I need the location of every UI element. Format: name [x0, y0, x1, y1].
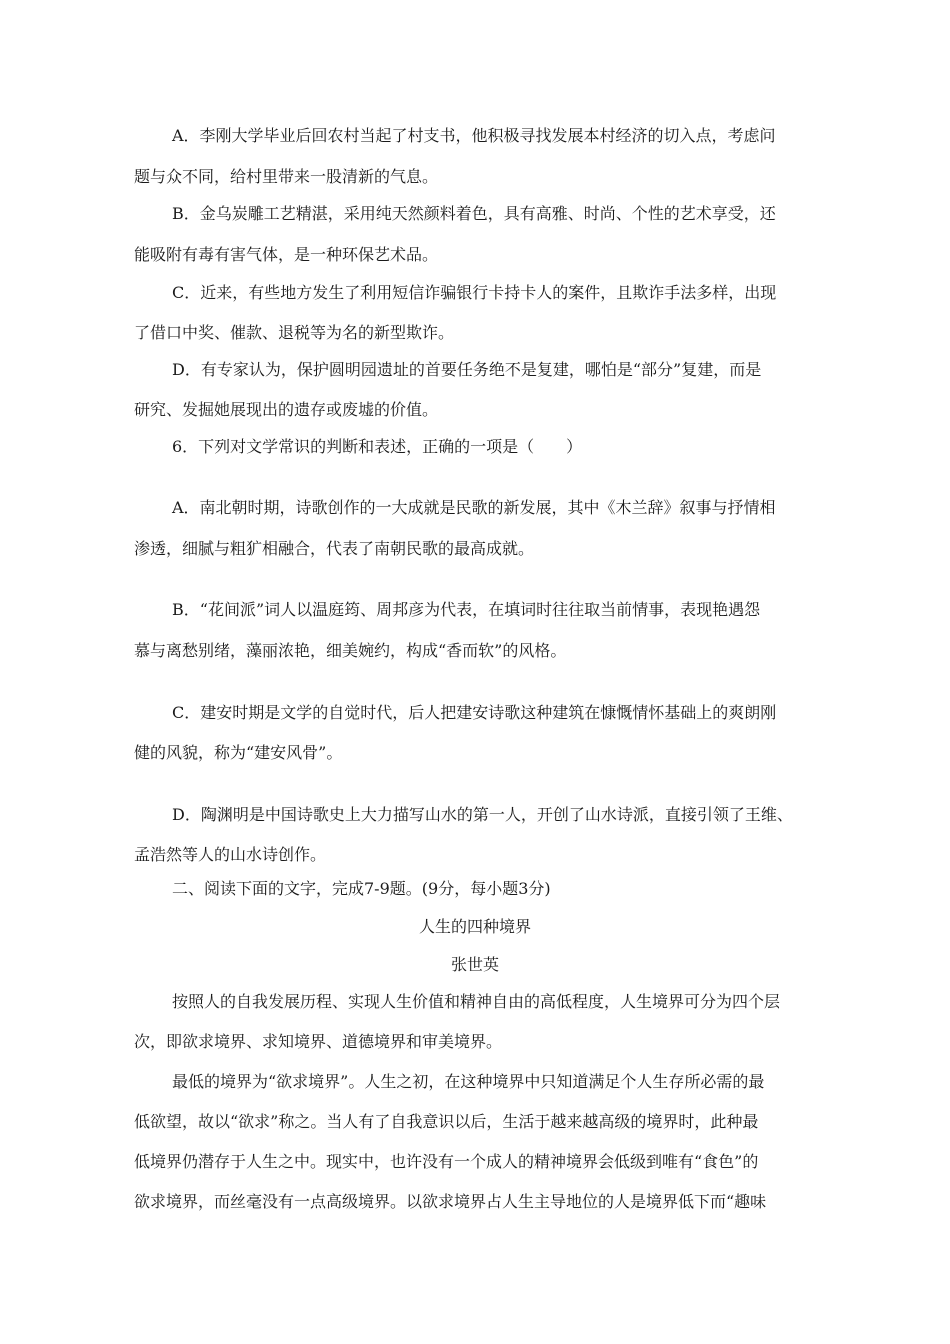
- article-author: 张世英: [450, 955, 499, 974]
- paragraph-2-line3: 低境界仍潜存于人生之中。现实中，也许没有一个成人的精神境界会低级到唯有“食色”的: [134, 1152, 759, 1171]
- q5-option-b-line1: B．金乌炭雕工艺精湛，采用纯天然颜料着色，具有高雅、时尚、个性的艺术享受，还: [172, 204, 776, 223]
- q5-option-c-line2: 了借口中奖、催款、退税等为名的新型欺诈。: [134, 323, 455, 342]
- section-2-heading: 二、阅读下面的文字，完成7-9题。(9分，每小题3分): [172, 879, 551, 898]
- paragraph-2-line1: 最低的境界为“欲求境界”。人生之初，在这种境界中只知道满足个人生存所必需的最: [172, 1072, 765, 1091]
- q6-option-d-line2: 孟浩然等人的山水诗创作。: [134, 845, 327, 864]
- q6-option-b-line1: B．“花间派”词人以温庭筠、周邦彦为代表，在填词时往往取当前情事，表现艳遇怨: [172, 600, 761, 619]
- q5-option-d-line2: 研究、发掘她展现出的遗存或废墟的价值。: [134, 400, 439, 419]
- q6-option-b-line2: 慕与离愁别绪，藻丽浓艳，细美婉约，构成“香而软”的风格。: [134, 641, 567, 660]
- q6-option-d-line1: D．陶渊明是中国诗歌史上大力描写山水的第一人，开创了山水诗派，直接引领了王维、: [172, 805, 793, 824]
- question-6-stem: 6．下列对文学常识的判断和表述，正确的一项是（ ）: [172, 437, 583, 456]
- paragraph-1-line2: 次，即欲求境界、求知境界、道德境界和审美境界。: [134, 1032, 503, 1051]
- q5-option-c-line1: C．近来，有些地方发生了利用短信诈骗银行卡持卡人的案件，且欺诈手法多样，出现: [172, 283, 777, 302]
- article-title: 人生的四种境界: [418, 917, 531, 936]
- q5-option-a-line1: A．李刚大学毕业后回农村当起了村支书，他积极寻找发展本村经济的切入点，考虑问: [172, 126, 776, 145]
- paragraph-2-line4: 欲求境界，而丝毫没有一点高级境界。以欲求境界占人生主导地位的人是境界低下而“趣味: [134, 1192, 767, 1211]
- paragraph-2-line2: 低欲望，故以“欲求”称之。当人有了自我意识以后，生活于越来越高级的境界时，此种最: [134, 1112, 759, 1131]
- q6-option-c-line1: C．建安时期是文学的自觉时代，后人把建安诗歌这种建筑在慷慨情怀基础上的爽朗刚: [172, 703, 777, 722]
- q6-option-c-line2: 健的风貌，称为“建安风骨”。: [134, 743, 343, 762]
- q5-option-d-line1: D．有专家认为，保护圆明园遗址的首要任务绝不是复建，哪怕是“部分”复建，而是: [172, 360, 762, 379]
- paragraph-1-line1: 按照人的自我发展历程、实现人生价值和精神自由的高低程度，人生境界可分为四个层: [172, 992, 781, 1011]
- q6-option-a-line2: 渗透，细腻与粗犷相融合，代表了南朝民歌的最高成就。: [134, 539, 535, 558]
- q6-option-a-line1: A．南北朝时期，诗歌创作的一大成就是民歌的新发展，其中《木兰辞》叙事与抒情相: [172, 498, 776, 517]
- q5-option-b-line2: 能吸附有毒有害气体，是一种环保艺术品。: [134, 245, 439, 264]
- q5-option-a-line2: 题与众不同，给村里带来一股清新的气息。: [134, 167, 439, 186]
